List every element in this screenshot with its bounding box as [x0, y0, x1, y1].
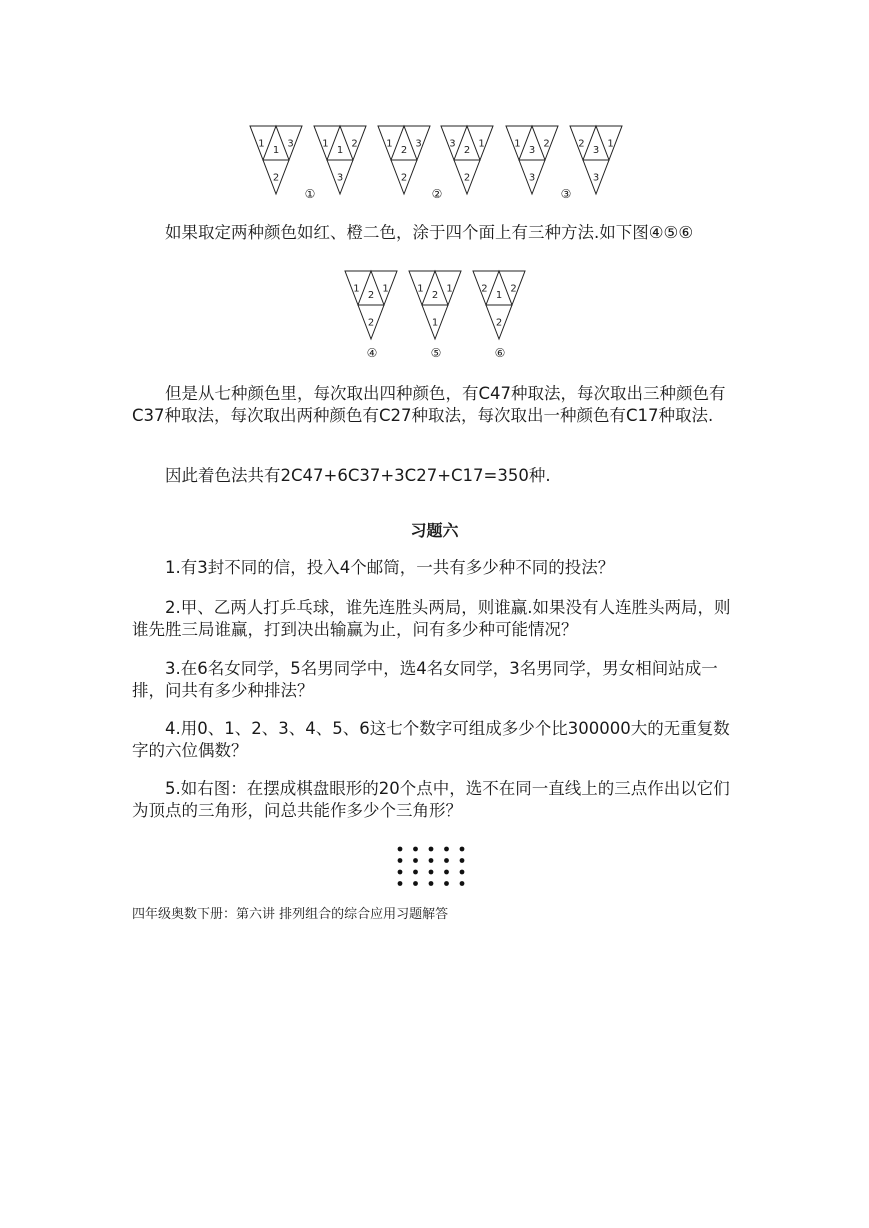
figure-label: ⑤ [430, 346, 442, 360]
face-bottom: 2 [400, 172, 408, 184]
grid-dot [444, 847, 449, 852]
figure-label: ② [431, 187, 443, 201]
face-bottom: 2 [495, 317, 503, 329]
grid-dot [460, 870, 465, 875]
grid-dot [413, 858, 418, 863]
grid-dot [429, 870, 434, 875]
face-center: 2 [400, 145, 408, 157]
grid-dot [429, 858, 434, 863]
net-triangle [345, 271, 397, 339]
grid-dot [444, 870, 449, 875]
face-top-left: 2 [578, 138, 585, 150]
net-triangle [441, 126, 493, 194]
net-triangle [473, 271, 525, 339]
face-top-left: 1 [258, 138, 265, 150]
face-bottom: 2 [272, 172, 280, 184]
net-triangle [250, 126, 302, 194]
grid-dot [413, 847, 418, 852]
face-top-left: 2 [481, 283, 488, 295]
net-triangle [409, 271, 461, 339]
net-triangle [570, 126, 622, 194]
grid-dot [460, 881, 465, 886]
face-center: 2 [431, 290, 439, 302]
face-center: 3 [592, 145, 600, 157]
face-center: 2 [463, 145, 471, 157]
para-total: 因此着色法共有2C47+6C37+3C27+C17=350种. [165, 466, 551, 485]
para-seven-colors: 但是从七种颜色里，每次取出四种颜色，有C47种取法，每次取出三种颜色有C37种取法，每次取出两种颜色有C27种取法，每次取出一种颜色有C17种取法. [132, 384, 726, 425]
grid-dot [444, 881, 449, 886]
grid-dot [429, 847, 434, 852]
para-two-colors: 如果取定两种颜色如红、橙二色，涂于四个面上有三种方法.如下图④⑤⑥ [165, 223, 694, 242]
face-top-left: 1 [353, 283, 360, 295]
face-bottom: 3 [592, 172, 600, 184]
face-top-right: 1 [382, 283, 389, 295]
grid-dot [398, 858, 403, 863]
face-center: 1 [495, 290, 503, 302]
face-top-right: 1 [478, 138, 485, 150]
exercise-title: 习题六 [410, 521, 459, 540]
grid-dot [398, 870, 403, 875]
face-center: 3 [528, 145, 536, 157]
face-top-right: 3 [287, 138, 294, 150]
footer: 四年级奥数下册：第六讲 排列组合的综合应用习题解答 [132, 907, 449, 922]
figure-label: ③ [560, 187, 572, 201]
exercise-2: 2.甲、乙两人打乒乓球，谁先连胜头两局，则谁赢.如果没有人连胜头两局，则谁先胜三局谁赢，打到决出输赢为止，问有多少种可能情况？ [132, 598, 731, 639]
face-top-right: 2 [510, 283, 517, 295]
net-triangle [314, 126, 366, 194]
figure-label: ① [304, 187, 316, 201]
face-top-right: 2 [543, 138, 550, 150]
exercise-1: 1.有3封不同的信，投入4个邮筒，一共有多少种不同的投法？ [165, 558, 615, 577]
face-top-left: 1 [322, 138, 329, 150]
grid-dot [429, 881, 434, 886]
dot-grid [392, 842, 472, 892]
figure-label: ④ [366, 346, 378, 360]
figure-label: ⑥ [494, 346, 506, 360]
diagram-row2 [335, 265, 545, 363]
grid-dot [413, 881, 418, 886]
face-center: 2 [367, 290, 375, 302]
exercise-5: 5.如右图：在摆成棋盘眼形的20个点中，选不在同一直线上的三点作出以它们为顶点的三角形，问总共能作多少个三角形？ [132, 779, 730, 820]
net-triangle [506, 126, 558, 194]
face-center: 1 [272, 145, 280, 157]
face-bottom: 2 [463, 172, 471, 184]
exercise-4: 4.用0、1、2、3、4、5、6这七个数字可组成多少个比300000大的无重复数字的六位偶数？ [132, 719, 730, 760]
net-triangle [378, 126, 430, 194]
face-bottom: 3 [528, 172, 536, 184]
grid-dot [398, 847, 403, 852]
face-top-left: 1 [514, 138, 521, 150]
face-bottom: 2 [367, 317, 375, 329]
grid-dot [460, 858, 465, 863]
grid-dot [460, 847, 465, 852]
face-top-left: 1 [386, 138, 393, 150]
face-top-right: 3 [415, 138, 422, 150]
face-top-right: 1 [446, 283, 453, 295]
grid-dot [444, 858, 449, 863]
grid-dot [413, 870, 418, 875]
face-top-right: 2 [351, 138, 358, 150]
face-top-left: 1 [417, 283, 424, 295]
face-bottom: 1 [431, 317, 439, 329]
exercise-3: 3.在6名女同学，5名男同学中，选4名女同学，3名男同学，男女相间站成一排，问共有多少种排法？ [132, 659, 718, 700]
face-bottom: 3 [336, 172, 344, 184]
face-top-left: 3 [449, 138, 456, 150]
face-center: 1 [336, 145, 344, 157]
face-top-right: 1 [607, 138, 614, 150]
grid-dot [398, 881, 403, 886]
diagram-row1 [240, 120, 640, 205]
